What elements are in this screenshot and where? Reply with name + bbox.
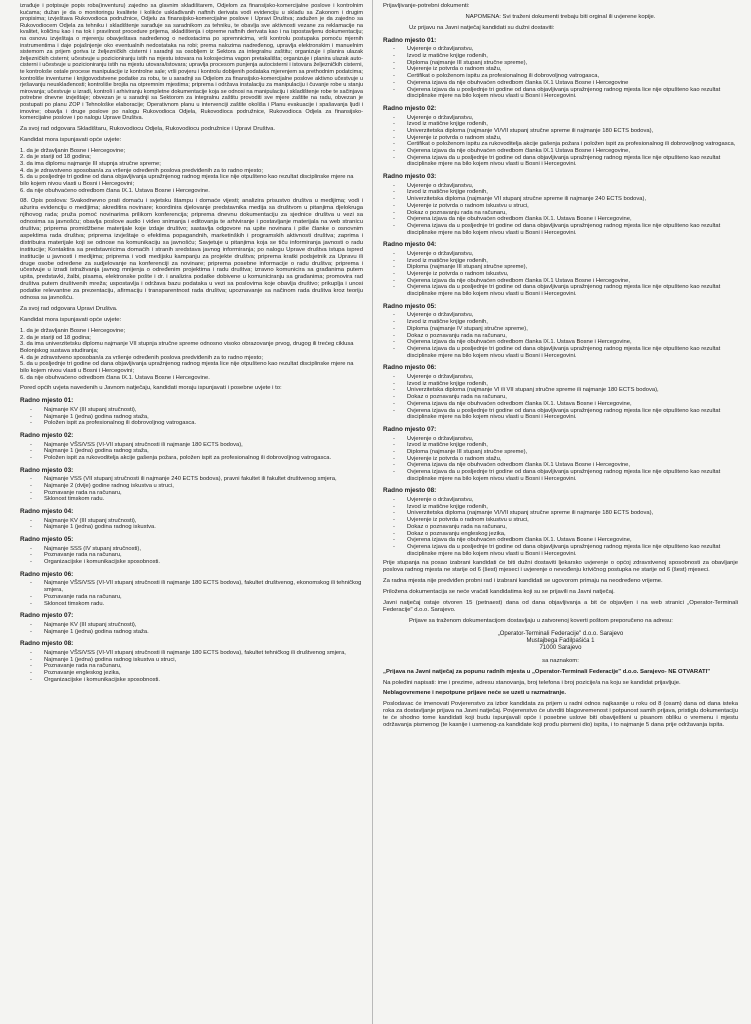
- position-list-requirements: [20, 442, 363, 462]
- list-item: - Izvod iz matične knjige rođenih,: [383, 189, 738, 196]
- list-item: - Izvod iz matične knjige rođenih,: [383, 319, 738, 326]
- list-item: - Najmanje SSS (IV stupanj stručnosti),: [20, 546, 363, 553]
- position-list-requirements: [20, 622, 363, 635]
- list-item: - Certifikat o položenom ispitu za profesionalnog ili dobrovoljnog vatrogasca,: [383, 73, 738, 80]
- position-list-requirements: [20, 650, 363, 684]
- list-item: 6. da nije obuhvaćeno odredbom člana IX.1. Ustava Bosne i Hercegovine.: [20, 374, 210, 381]
- list-item: - Izvod iz matične knjige rođenih,: [383, 53, 738, 60]
- general-conditions-list-1: [20, 148, 363, 195]
- list-item: - Uvjerenje iz potvrda o radnom iskustvu u struci,: [383, 203, 738, 210]
- list-item: - Uvjerenje o državljanstvu,: [383, 46, 738, 53]
- list-item: - Dokaz o poznavanju rada na računaru,: [383, 210, 738, 217]
- list-item: - Najmanje VŠS/VSS (VI-VII stupanj stručnosti ili najmanje 180 ECTS bodova), fakultet društvenog, ekonomskog ili tehničkog smjera,: [20, 580, 363, 593]
- medical-certificate-text: Prije stupanja na posao izabrani kandidati će biti dužni dostaviti ljekarsko uvjerenje o općoj zdravstvenoj sposobnosti za obavljanje poslova radnog mjesta ne starije od 6 (šest) mjeseci i uvjerenje o nevođenju krivičnog postupka ne starije od 6 (šest) mjeseci.: [383, 560, 738, 574]
- list-item: - Ovjerena izjava da u posljednje tri godine od dana objavljivanja upražnjenog radnog mjesta lice nije otpušteno kao rezultat disciplinske mjere na bilo kojem nivou vlasti u Bosni i Hercegovini.: [383, 469, 738, 482]
- list-item: - Dokaz o poznavanju rada na računaru,: [383, 333, 738, 340]
- envelope-back-text: Na poleđini napisati: ime i prezime, adresu stanovanja, broj telefona i broj pozicije/a na koju se kandidat prijavljuje.: [383, 679, 681, 686]
- list-item: - Uvjerenje iz potvrda o radnom stažu,: [383, 66, 738, 73]
- position-heading-documents: Radno mjesto 04:: [383, 241, 437, 249]
- list-item: - Izvod iz matične knjige rođenih,: [383, 504, 738, 511]
- position-heading-requirements: Radno mjesto 06:: [20, 570, 74, 578]
- list-item: - Položen ispit za rukovoditelja akcije gašenja požara, položen ispit za profesionalnog ili dobrovoljnog vatrogasca.: [20, 455, 363, 462]
- documents-heading: Prijavljivanje-potrebni dokumenti:: [383, 3, 470, 9]
- position-heading-documents: Radno mjesto 02:: [383, 104, 437, 112]
- list-item: - Organizacijske i komunikacijske sposobnosti.: [20, 559, 363, 566]
- list-item: - Najmanje VŠS/VSS (VI-VII stupanj stručnosti ili najmanje 180 ECTS bodova), fakultet tehničkog ili društvenog smjera,: [20, 650, 363, 657]
- position-list-documents: [383, 183, 738, 237]
- list-item: 5. da u posljednje tri godine od dana objavljivanja upražnjenog radnog mjesta lice nije otpušteno kao rezultat disciplinske mjere na bilo kojem nivou vlasti u Bosni i Hercegovini;: [20, 174, 354, 188]
- list-item: - Ovjerena izjava da u posljednje tri godine od dana objavljivanja upražnjenog radnog mjesta lice nije otpušteno kao rezultat disciplinske mjere na bilo kojem nivou vlasti u Bosni i Hercegovini.: [383, 223, 738, 236]
- list-item: - Poznavanje rada na računaru,: [20, 594, 363, 601]
- list-item: - Univerzitetska diploma (najmanje VI/VII stupanj stručne spreme ili najmanje 180 ECTS bodova),: [383, 128, 738, 135]
- list-item: - Poznavanje engleskog jezika,: [20, 670, 363, 677]
- position-heading-documents: Radno mjesto 01:: [383, 36, 437, 44]
- position-heading-requirements: Radno mjesto 04:: [20, 508, 74, 516]
- list-item: - Diploma (najmanje III stupanj stručne spreme),: [383, 60, 738, 67]
- list-item: - Dokaz o poznavanju rada na računaru,: [383, 524, 738, 531]
- list-item: - Ovjerena izjava da nije obuhvaćen odredbom članka IX.1 Ustava Bosne i Hercegovine,: [383, 278, 738, 285]
- list-item: - Izvod iz matične knjige rođenih,: [383, 121, 738, 128]
- list-item: - Diploma (najmanje IV stupanj stručne spreme),: [383, 326, 738, 333]
- list-item: - Certifikat o položenom ispitu za rukovoditelja akcije gašenja požara i položen ispit za profesionalnog ili dobrovoljnog vatrogasca,: [383, 141, 738, 148]
- general-conditions-heading-2: Kandidat mora ispunjavati opće uvjete:: [20, 316, 122, 323]
- list-item: - Univerzitetska diploma (najmanje VI/VII stupanj stručne spreme ili najmanje 180 ECTS bodova),: [383, 510, 738, 517]
- list-item: 2. da je stariji od 18 godina;: [20, 154, 91, 161]
- position-list-documents: [383, 115, 738, 169]
- list-item: - Uvjerenje o državljanstvu,: [383, 374, 738, 381]
- list-item: - Izvod iz matične knjige rođenih,: [383, 258, 738, 265]
- list-item: - Najmanje 1 (jedna) godina radnog iskustva u struci,: [20, 657, 363, 664]
- column-divider: [372, 0, 373, 1024]
- position-heading-requirements: Radno mjesto 05:: [20, 536, 74, 544]
- list-item: - Ovjerena izjava da nije obuhvaćen odredbom članka IX.1 Ustava Bosne i Hercegovine,: [383, 462, 738, 469]
- list-item: - Uvjerenje o državljanstvu,: [383, 115, 738, 122]
- list-item: - Univerzitetska diploma (najmanje VI ili VII stupanj stručne spreme ili najmanje 180 ECTS bodova),: [383, 387, 738, 394]
- list-item: - Ovjerena izjava da u posljednje tri godine od dana objavljivanja upražnjenog radnog mjesta lice nije otpušteno kao rezultat disciplinske mjere na bilo kojem nivou vlasti u Bosni i Hercegovini.: [383, 87, 738, 100]
- position-list-documents: [383, 251, 738, 298]
- required-documents-section: [383, 37, 738, 558]
- list-item: - Diploma (najmanje III stupanj stručne spreme),: [383, 264, 738, 271]
- list-item: - Sklonost timskom radu.: [20, 496, 363, 503]
- list-item: - Ovjerena izjava da u posljednje tri godine od dana objavljivanja upražnjenog radnog mjesta lice nije otpušteno kao rezultat disciplinske mjere na bilo kojem nivou vlasti u Bosni i Hercegovini.: [383, 544, 738, 557]
- position-07-duties-text: izrađuje i potpisuje popis roba(inventuru) zajedno sa glavnim skladištarem, Odjelom za finansijsko-komercijalne poslove i kontrolnim kućama; dužan je da o monitoringu kvalitete i kolikće usklađivanih naftnih derivata vodi evidenciju u skladu sa Zakonom i drugim propisima; izvještava Rukovodioca podružnice, Odjelu za finansijsko-komercijalne poslove i Upravi Društva; zadužen je da zajedno sa Rukovodiocem Odjela za tehniku i skladištenje sarađuje sa saradnikom za tehniku, te obavlja sve aktivnosti vezane za reklamacije na kvalitet, količinu kao i na tok i pravilnost procedure prijema, skladištenja i otpreme naftnih derivata kao i na ispostavljenu dokumentaciju; na osnovu izvještaja o mjerenju obavještava nadređenog o nedostacima po spremnicima, vrši kontrolu postupaka pomoću mjernih instrumentima i daje pojašnjenje oko eventualnih nedostataka na robi; prema nalozima nadređenog, upravlja elektronskim i manuelnim sistemom za prijem goriva iz željezničkih cisterni i saradnji sa osobljem iz Sektora za integralnu zaštitu; organizuje i planira ulazak željezničkih cisterni; učestvuje u pozicioniranju istih na mjestu istovara na kolosjecima vagon pretakališta; organizuje i planira ulazak auto-cisterni i učestvuje u pozicioniranju istih na mjestu utovara/istovara; upravlja procesom punjenja autocisterni i istovara željezničkih cisterni, te kontrološe ostale procese manipulacije iz kontrolne sale; vrši povjeru i kontrolu dobijenih podataka mjerenjem sa prethodnim podatcima; kontroliše inventurne i knjigovodstvene podatke za robu, te u saradnji sa Odjelom za finansijsko-komercijalne poslove aktivno učestvuje u rješavanju neusklađenosti; kontroliše brojila na otpremnim mjestima; priprema i održava instalaciju za manipulaciju i čuvanje robe u stanju mirovanja; učestvuje u izradi, kontroli i arhiviranju kompletne dokumentacije koja se odnosi na manipulaciju i skladištenje robe te sačinjava potrebne dnevne izvještaje; obvezan je u saradnji sa Sektorom za integralnu zaštitu provoditi sve mjere zaštite na radu, obvezan je postupati po planu ZOP i Tehnološke elaboracije; Operativnom planu u intervenciji zaštite okoliša i Planu evakuacije i spašavanja ljudi i imovine; obavlja i druge poslove po nalogu Rukovodioca Odjela, Rukovodioca podružnice, Rukovodioca Odjela za finansijsko-komercijalne poslove i po nalogu Uprave Društva.: [20, 3, 363, 122]
- list-item: - Uvjerenje o državljanstvu,: [383, 251, 738, 258]
- general-conditions-list-2: [20, 328, 363, 382]
- position-heading-documents: Radno mjesto 03:: [383, 173, 437, 181]
- documents-note: NAPOMENA: Svi traženi dokumenti trebaju biti orginal ili uvjerene kopije.: [465, 13, 656, 20]
- reports-to-text-1: Za svoj rad odgovara Skladištaru, Rukovodiocu Odjela, Rukovodiocu podružnice i Upravi Društva.: [20, 125, 276, 132]
- list-item: - Uvjerenje iz potvrda o radnom iskustvu,: [383, 271, 738, 278]
- list-item: - Uvjerenje iz potvrda o radnom stažu,: [383, 456, 738, 463]
- list-item: 1. da je državljanin Bosne i Hercegovine;: [20, 327, 126, 334]
- list-item: - Dokaz o poznavanju rada na računaru,: [383, 394, 738, 401]
- marking-label: sa naznakom:: [542, 657, 579, 664]
- list-item: 6. da nije obuhvaćeno odredbom člana IX.1. Ustava Bosne i Hercegovine.: [20, 187, 210, 194]
- documents-return-text: Priložena dokumentacija se neće vraćati kandidatima koji su se prijavili na Javni natječaj.: [383, 589, 615, 596]
- list-item: - Najmanje 1 (jedna) godina radnog staža.: [20, 629, 363, 636]
- list-item: - Najmanje VSS (VII stupanj stručnosti ili najmanje 240 ECTS bodova), pravni fakultet ili fakultet društvenog smjera,: [20, 476, 363, 483]
- list-item: - Organizacijske i komunikacijske sposobnosti.: [20, 677, 363, 684]
- list-item: - Najmanje 1 (jedna) godina radnog staža,: [20, 448, 363, 455]
- position-heading-requirements: Radno mjesto 07:: [20, 612, 74, 620]
- list-item: 3. da ima univerzitetsku diplomu najmanje VII stupnja stručne spreme odnosno visoko obrazovanje prvog, drugog ili trećeg ciklusa Bolonjskog sustava studiranja;: [20, 341, 354, 354]
- list-item: - Uvjerenje o državljanstvu,: [383, 183, 738, 190]
- position-heading-documents: Radno mjesto 05:: [383, 302, 437, 310]
- list-item: - Ovjerena izjava da u posljednje tri godine od dana objavljivanja upražnjenog radnog mjesta lice nije otpušteno kao rezultat disciplinske mjere na bilo kojem nivou vlasti u Bosni i Hercegovini.: [383, 346, 738, 359]
- position-heading-requirements: Radno mjesto 01:: [20, 397, 74, 405]
- position-heading-requirements: Radno mjesto 08:: [20, 640, 74, 648]
- list-item: - Diploma (najmanje III stupanj stručne spreme),: [383, 449, 738, 456]
- commission-text: Poslodavac će imenovati Povjerenstvo za izbor kandidata za prijem u radni odnos najkasnije u roku od 8 (osam) dana od dana isteka roka za dostavljanje prijava na Javni natječaj. Povjerenstvo će utvrditi blagovremenost i potpunost samih prijava, pristiglu dokumentaciju te će shodno tome kandidati koji budu ispunjavali opće i posebne uslove biti obaviješteni u pisanom obliku o vremenu i mjestu održavanja pismenog (te kasnije i usmenog-za kandidate koji prođu pismeni dio) ispita, i to najmanje 5 dana prije održavanja ispita.: [383, 701, 738, 729]
- list-item: - Uvjerenje o državljanstvu,: [383, 436, 738, 443]
- list-item: - Uvjerenje o državljanstvu,: [383, 312, 738, 319]
- list-item: - Ovjerena izjava da nije obuhvaćen odredbom članka IX.1. Ustava Bosne i Hercegovine,: [383, 401, 738, 408]
- position-list-requirements: [20, 407, 363, 427]
- address-line: Mustajbega Fadilpašića 1: [526, 637, 595, 644]
- list-item: - Ovjerena izjava da u posljednje tri godine od dana objavljivanja upražnjenog radnog mjesta lice nije otpušteno kao rezultat disciplinske mjere na bilo kojem nivou vlasti u Bosni i Hercegovini.: [383, 408, 738, 421]
- list-item: - Najmanje KV (III stupanj stručnosti),: [20, 518, 363, 525]
- list-item: - Ovjerena izjava da nije obuhvaćen odredbom članka IX.1 Ustava Bosne i Hercegovine,: [383, 148, 738, 155]
- list-item: 2. da je stariji od 18 godina;: [20, 334, 91, 341]
- trial-period-text: Za radna mjesta nije predviđen probni rad i izabrani kandidati se ugovorom primaju na neodređeno vrijeme.: [383, 578, 663, 585]
- right-column: [383, 3, 738, 1020]
- list-item: - Ovjerena izjava da nije obuhvaćen odredbom članka IX.1. Ustava Bosne i Hercegovine,: [383, 339, 738, 346]
- list-item: - Najmanje VŠS/VSS (VI-VII stupanj stručnosti ili najmanje 180 ECTS bodova),: [20, 442, 363, 449]
- position-list-documents: [383, 46, 738, 100]
- list-item: - Poznavanje rada na računaru,: [20, 552, 363, 559]
- submission-text: Prijave sa traženom dokumentacijom dostavljaju u zatvorenoj koverti poštom preporučeno na adresu:: [409, 617, 673, 624]
- position-list-requirements: [20, 476, 363, 503]
- position-list-requirements: [20, 580, 363, 607]
- position-heading-requirements: Radno mjesto 03:: [20, 466, 74, 474]
- list-item: - Ovjerena izjava da nije obuhvaćen odredbom članka IX.1. Ustava Bosne i Hercegovine,: [383, 216, 738, 223]
- list-item: - Položen ispit za profesionalnog ili dobrovoljnog vatrogasca.: [20, 420, 363, 427]
- position-heading-requirements: Radno mjesto 02:: [20, 432, 74, 440]
- list-item: - Najmanje KV (III stupanj stručnosti),: [20, 622, 363, 629]
- list-item: - Izvod iz matične knjige rođenih,: [383, 442, 738, 449]
- position-heading-documents: Radno mjesto 07:: [383, 425, 437, 433]
- envelope-marking: „Prijava na Javni natječaj za popunu radnih mjesta u „Operator-Terminali Federacije" d.o.o. Sarajevo- NE OTVARATI": [383, 668, 711, 675]
- address-line: „Operator-Terminali Federacije" d.o.o. Sarajevo: [497, 630, 624, 637]
- position-list-requirements: [20, 518, 363, 531]
- list-item: - Univerzitetska diploma (najmanje VII stupanj stručne spreme ili najmanje 240 ECTS bodova),: [383, 196, 738, 203]
- list-item: - Sklonost timskom radu.: [20, 601, 363, 608]
- left-column: [20, 3, 363, 1020]
- address-line: 71000 Sarajevo: [539, 644, 582, 651]
- list-item: - Izvod iz matične knjige rođenih,: [383, 381, 738, 388]
- list-item: 4. da je zdravstveno sposoban/a za vršenje određenih poslova predviđenih za to radno mjesto;: [20, 167, 263, 174]
- list-item: 3. da ima diplomu najmanje III stupnja stručne spreme;: [20, 160, 161, 167]
- list-item: - Dokaz o poznavanju engleskog jezika,: [383, 531, 738, 538]
- position-heading-documents: Radno mjesto 06:: [383, 364, 437, 372]
- list-item: 1. da je državljanin Bosne i Hercegovine;: [20, 147, 126, 154]
- list-item: - Ovjerena izjava da nije obuhvaćen odredbom članka IX.1 Ustava Bosne i Hercegovine: [383, 80, 738, 87]
- position-list-documents: [383, 312, 738, 359]
- special-conditions-intro: Pored općih uvjeta navedenih u Javnom natječaju, kandidati moraju ispunjavati i posebne uvjete i to:: [20, 385, 282, 392]
- list-item: 4. da je zdravstveno sposoban/a za vršenje određenih poslova predviđenih za to radno mjesto;: [20, 354, 263, 361]
- list-item: - Ovjerena izjava da u posljednje tri godine od dana objavljivanja upražnjenog radnog mjesta lice nije otpušteno kao rezultat disciplinske mjere na bilo kojem nivou vlasti u Bosni i Hercegovini.: [383, 284, 738, 297]
- list-item: - Najmanje 2 (dvije) godine radnog iskustva u struci,: [20, 483, 363, 490]
- special-conditions-section: [20, 397, 363, 683]
- list-item: - Ovjerena izjava da u posljednje tri godine od dana objavljivanja upražnjenog radnog mjesta lice nije otpušteno kao rezultat disciplinske mjere na bilo kojem nivou vlasti u Bosni i Hercegovini.: [383, 155, 738, 168]
- reports-to-text-2: Za svoj rad odgovara Upravi Društva.: [20, 306, 118, 313]
- list-item: - Uvjerenje o državljanstvu,: [383, 497, 738, 504]
- list-item: - Najmanje 1 (jedna) godina radnog staža,: [20, 414, 363, 421]
- mailing-address: [383, 631, 738, 652]
- list-item: - Uvjerenje iz potvrda o radnom stažu,: [383, 135, 738, 142]
- list-item: - Uvjerenje iz potvrda o radnom iskustvu u struci,: [383, 517, 738, 524]
- list-item: - Poznavanje rada na računaru,: [20, 490, 363, 497]
- position-heading-documents: Radno mjesto 08:: [383, 487, 437, 495]
- position-08-duties-text: 08. Opis poslova: Svakodnevno prati domaću i svjetsku štampu i domaće vijesti; analizira prisustvo društva u medijima; vodi i ažurira evidenciju o medijima; akreditira novinare; koordinira djelovanje predstavnika medija sa društvom u pitanjima djelokruga njihovog rada; pruža pomoć novinarima prilikom konferencija; priprema dnevnu dokumentaciju za sjednice društva u vezi sa odnosima sa javnošću; obavlja poslove audio i video snimanja i editovanja te arhiviranje i postavljanje materijala na web stranicu društva; priprema promidžbene materijale koje izdaje društvo; sastavlja odgovore na upite novinara i piše članke o osnovnim aspektima rada društva; priprema izvještaje o efektima popagandnih, marketinških i programskih aktivnosti društva; zaprima i distribuira materijale koji se odnose na komunikaciju sa javnošću; Savjetuje u pitanjima koja se tiču informiranja javnosti o radu institucije; Kontaktira sa predstavnicima domaćih i stranih sredstava javnog informiranja; po nalogu Uprave društva istupa ispred institucije u javnosti i medijima; priprema i vodi medijsku kampanju za projekte društva; priprema kratki podsjetnik za Upravu ili druge osobe određene za sudjelovanje na konferenciji za novinare; priprema posebne informacije o radu društva; priprema i učestvuje u izradi istraživanja javnog mnijenja o određenim projektima i radu društva; izravno komunicira sa građanima putem upita, predstavki, žalbi, pisama, elektronske pošte i dr. i analizira podatke dobivene u komuniciranju sa građanima; promovira rad društva putem društvenih mreža; uspostavlja i održava bazu podataka u vezi sa poslovima koje obavlja društvo; prikuplja i unosi podatke relevantne za prezentaciju, afirmaciju i transparentnost rada društva; upoznavanje sa načinom rada društva kroz teoriju odnosa sa javnošću.: [20, 198, 363, 302]
- position-list-documents: [383, 497, 738, 557]
- list-item: - Ovjerena izjava da nije obuhvaćen odredbom članka IX.1. Ustava Bosne i Hercegovine,: [383, 537, 738, 544]
- list-item: - Poznavanje rada na računaru,: [20, 663, 363, 670]
- position-list-documents: [383, 436, 738, 483]
- position-list-requirements: [20, 546, 363, 566]
- position-list-documents: [383, 374, 738, 421]
- list-item: 5. da u posljednje tri godine od dana objavljivanja upražnjenog radnog mjesta lice nije otpušteno kao rezultat disciplinske mjere na bilo kojem nivou vlasti u Bosni i Hercegovini;: [20, 361, 354, 375]
- list-item: - Najmanje KV (III stupanj stručnosti),: [20, 407, 363, 414]
- deadline-text: Javni natječaj ostaje otvoren 15 (petnaest) dana od dana objavljivanja a bit će objavljen i na web stranici „Operator-Terminali Federacije" d.o.o. Sarajevo.: [383, 599, 738, 613]
- documents-intro: Uz prijavu na Javni natječaj kandidati su dužni dostaviti:: [409, 24, 555, 31]
- incomplete-applications-text: Neblagovremene i nepotpune prijave neće se uzeti u razmatranje.: [383, 690, 566, 697]
- general-conditions-heading-1: Kandidat mora ispunjavati opće uvjete:: [20, 136, 122, 143]
- list-item: - Najmanje 1 (jedna) godina radnog iskustva.: [20, 524, 363, 531]
